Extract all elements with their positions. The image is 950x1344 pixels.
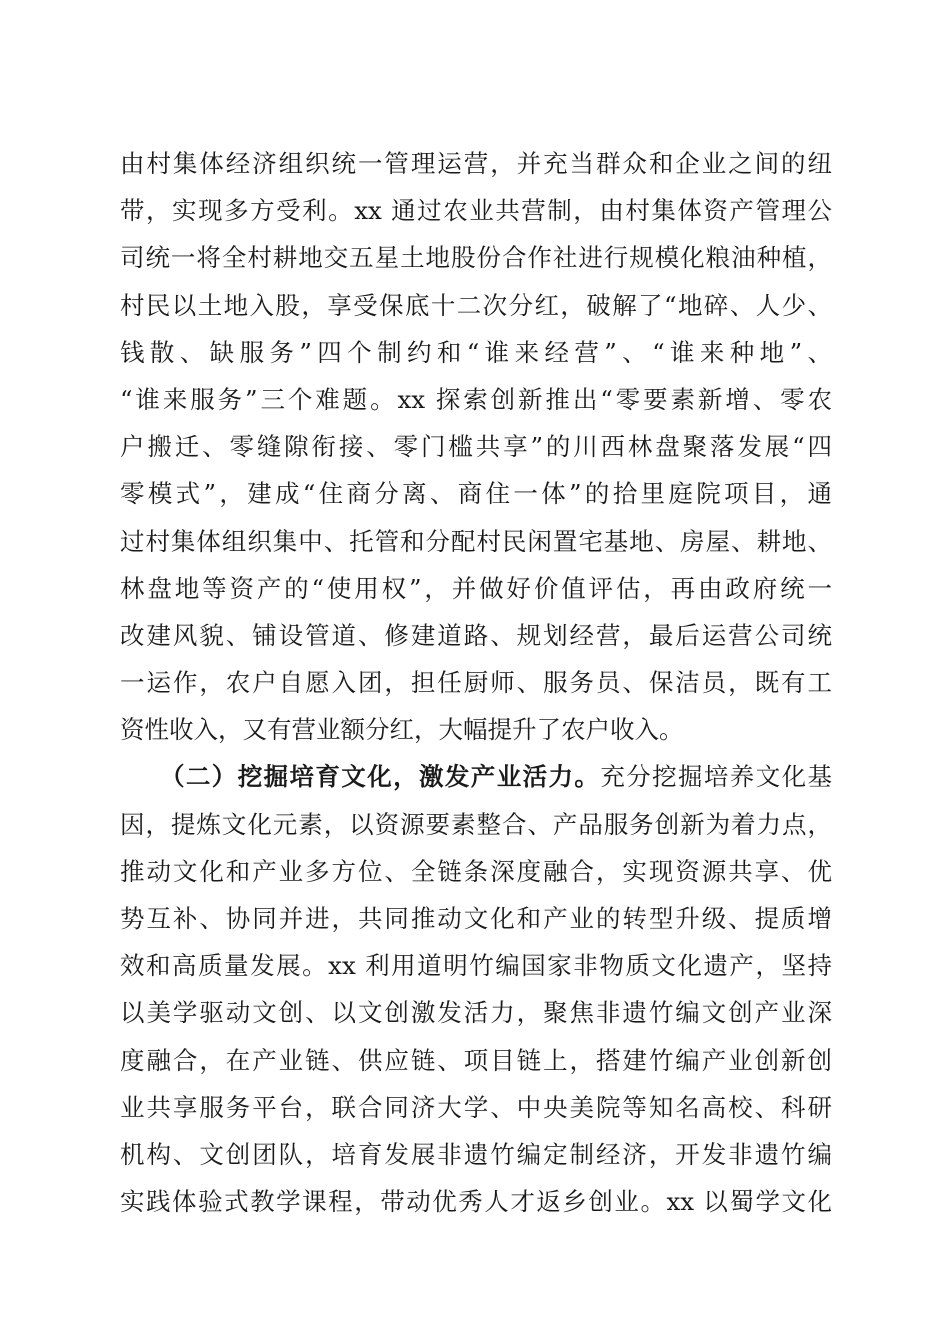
section-heading: （二）挖掘培育文化，激发产业活力。 [160, 762, 601, 792]
text-line: 推动文化和产业多方位、全链条深度融合，实现资源共享、优 [120, 856, 832, 886]
text-line: 业共享服务平台，联合同济大学、中央美院等知名高校、科研 [120, 1092, 832, 1122]
text-line: 司统一将全村耕地交五星土地股份合作社进行规模化粮油种植， [120, 243, 832, 273]
text-line: 效和高质量发展。xx 利用道明竹编国家非物质文化遗产，坚持 [120, 951, 832, 981]
paragraph-1 [120, 140, 832, 753]
text-line: 村民以土地入股，享受保底十二次分红，破解了“地碎、人少、 [120, 290, 832, 320]
text-line: 过村集体组织集中、托管和分配村民闲置宅基地、房屋、耕地、 [120, 526, 832, 556]
document-body [120, 140, 832, 1225]
text-line: 零模式”，建成“住商分离、商住一体”的拾里庭院项目，通 [120, 479, 832, 509]
text-line: 由村集体经济组织统一管理运营，并充当群众和企业之间的纽 [120, 149, 832, 178]
section-heading-line [120, 753, 832, 800]
text-line: 钱散、缺服务”四个制约和“谁来经营”、“谁来种地”、 [120, 337, 832, 367]
text-line: 实践体验式教学课程，带动优秀人才返乡创业。xx 以蜀学文化 [120, 1187, 832, 1217]
text-line: 一运作，农户自愿入团，担任厨师、服务员、保洁员，既有工 [120, 668, 832, 698]
text-line: 改建风貌、铺设管道、修建道路、规划经营，最后运营公司统 [120, 620, 832, 650]
text-line: 资性收入，又有营业额分红，大幅提升了农户收入。 [120, 715, 684, 745]
text-line: “谁来服务”三个难题。xx 探索创新推出“零要素新增、零农 [120, 384, 832, 414]
text-line: 机构、文创团队，培育发展非遗竹编定制经济，开发非遗竹编 [120, 1139, 832, 1169]
text-line: 户搬迁、零缝隙衔接、零门槛共享”的川西林盘聚落发展“四 [120, 432, 832, 462]
text-line: 带，实现多方受利。xx 通过农业共营制，由村集体资产管理公 [120, 196, 832, 226]
text-line: 以美学驱动文创、以文创激发活力，聚焦非遗竹编文创产业深 [120, 998, 832, 1028]
text-line: 度融合，在产业链、供应链、项目链上，搭建竹编产业创新创 [120, 1045, 832, 1075]
text-line: 因，提炼文化元素，以资源要素整合、产品服务创新为着力点， [120, 809, 832, 839]
text-line: 势互补、协同并进，共同推动文化和产业的转型升级、提质增 [120, 904, 832, 933]
text-line: 林盘地等资产的“使用权”，并做好价值评估，再由政府统一 [120, 573, 832, 603]
heading-line-rest: 充分挖掘培养文化基 [600, 762, 833, 792]
paragraph-2 [120, 753, 832, 1225]
